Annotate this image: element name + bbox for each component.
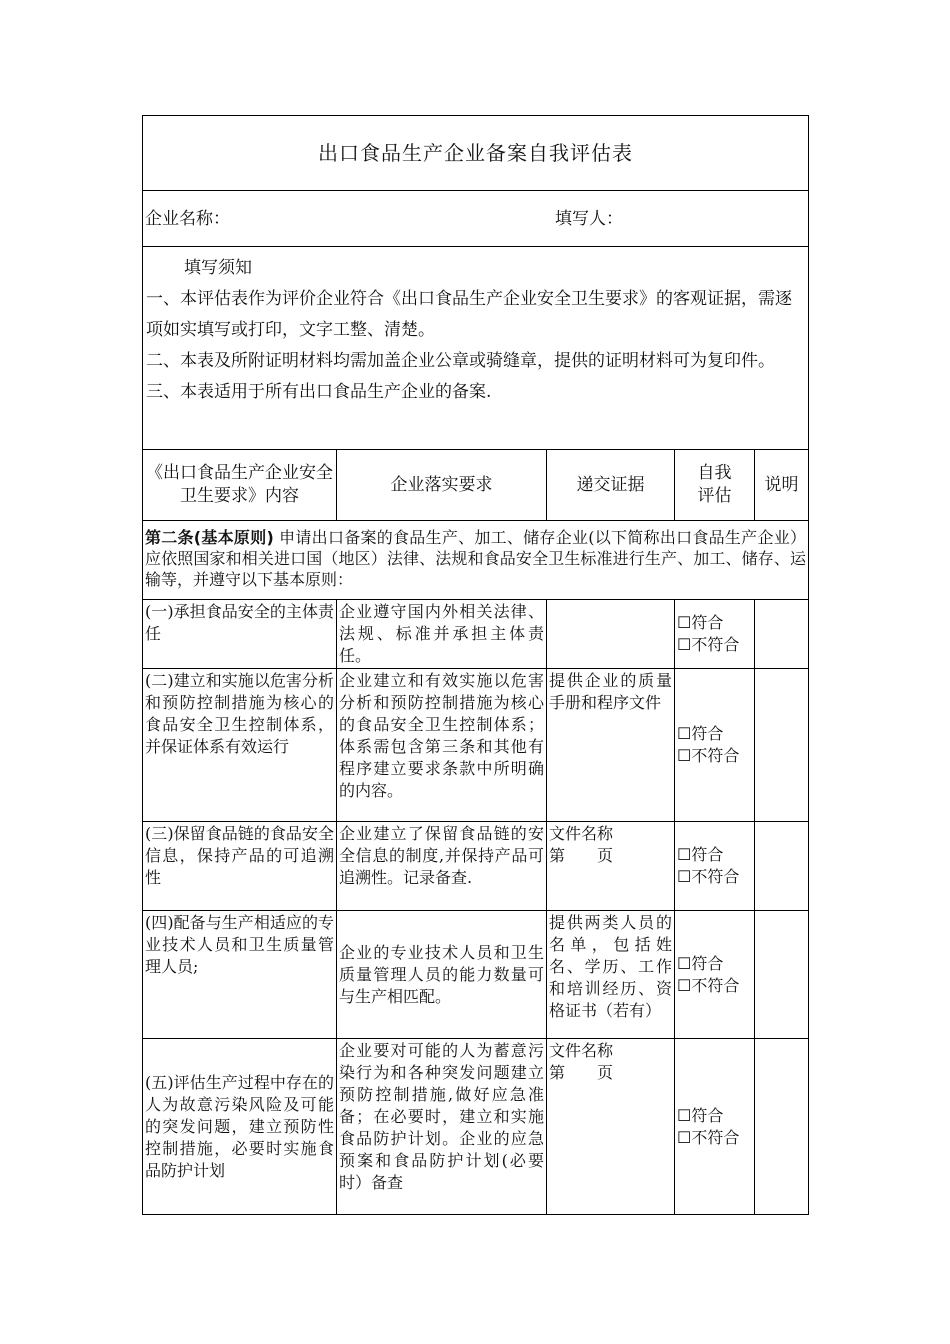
action-cell: 企业的专业技术人员和卫生质量管理人员的能力数量可与生产相匹配。 [337, 911, 547, 1039]
header-notes: 说明 [755, 450, 809, 521]
notice-item: 三、本表适用于所有出口食品生产企业的备案. [146, 382, 492, 402]
table-header-row [143, 450, 809, 521]
header-evidence: 递交证据 [547, 450, 675, 521]
evidence-cell: 提供企业的质量手册和程序文件 [547, 669, 675, 822]
notes-cell[interactable] [755, 1039, 809, 1215]
notes-cell[interactable] [755, 822, 809, 911]
filler-label: 填写人： [555, 208, 623, 229]
evidence-cell[interactable] [547, 600, 675, 669]
option-noncomply-checkbox[interactable]: ☐不符合 [677, 635, 740, 654]
self-eval-cell [675, 911, 755, 1039]
notes-cell[interactable] [755, 600, 809, 669]
assessment-table [142, 115, 809, 1215]
self-eval-cell [675, 1039, 755, 1215]
table-row [143, 822, 809, 911]
table-row [143, 600, 809, 669]
self-eval-cell [675, 822, 755, 911]
evidence-doc-name: 文件名称 [549, 1041, 614, 1060]
requirement-cell: (三)保留食品链的食品安全信息，保持产品的可追溯性 [143, 822, 337, 911]
form-title: 出口食品生产企业备案自我评估表 [143, 116, 809, 191]
option-noncomply-checkbox[interactable]: ☐不符合 [677, 975, 740, 995]
self-eval-cell [675, 669, 755, 822]
table-row [143, 669, 809, 822]
header-self-eval: 自我评估 [675, 450, 755, 521]
requirement-cell: (一)承担食品安全的主体责任 [143, 600, 337, 669]
assessment-form [142, 115, 808, 1215]
notice-item: 二、本表及所附证明材料均需加盖企业公章或骑缝章，提供的证明材料可为复印件。 [146, 351, 775, 371]
action-cell: 企业建立和有效实施以危害分析和预防控制措施为核心的食品安全卫生控制体系；体系需包含第三条和其他有程序建立要求条款中所明确的内容。 [337, 669, 547, 822]
evidence-doc-name: 文件名称 [549, 824, 614, 843]
requirement-cell: (四)配备与生产相适应的专业技术人员和卫生质量管理人员; [143, 911, 337, 1039]
option-comply-checkbox[interactable]: ☐符合 [677, 953, 724, 973]
option-comply-checkbox[interactable]: ☐符合 [677, 1105, 724, 1125]
info-row [143, 191, 809, 247]
action-cell: 企业建立了保留食品链的安全信息的制度,并保持产品可追溯性。记录备查. [337, 822, 547, 911]
evidence-cell: 提供两类人员的名单，包括姓名、学历、工作和培训经历、资格证书（若有） [547, 911, 675, 1039]
principle-row [143, 521, 809, 600]
option-noncomply-checkbox[interactable]: ☐不符合 [677, 1127, 740, 1147]
option-comply-checkbox[interactable]: ☐符合 [677, 613, 724, 632]
evidence-page: 第 页 [549, 1063, 614, 1082]
action-cell: 企业要对可能的人为蓄意污染行为和各种突发问题建立预防控制措施,做好应急准备；在必要时，建立和实施食品防护计划。企业的应急预案和食品防护计划(必要时）备查 [337, 1039, 547, 1215]
notice-section [143, 247, 809, 450]
evidence-cell [547, 822, 675, 911]
evidence-page: 第 页 [549, 846, 614, 865]
notice-item: 一、本评估表作为评价企业符合《出口食品生产企业安全卫生要求》的客观证据，需逐项如实填写或打印，文字工整、清楚。 [146, 289, 792, 340]
requirement-cell: (二)建立和实施以危害分析和预防控制措施为核心的食品安全卫生控制体系，并保证体系有效运行 [143, 669, 337, 822]
option-noncomply-checkbox[interactable]: ☐不符合 [677, 867, 740, 886]
notes-cell[interactable] [755, 911, 809, 1039]
requirement-cell: (五)评估生产过程中存在的人为故意污染风险及可能的突发问题，建立预防性控制措施，必要时实施食品防护计划 [143, 1039, 337, 1215]
header-action: 企业落实要求 [337, 450, 547, 521]
principle-title: 第二条(基本原则) [145, 528, 274, 547]
self-eval-cell [675, 600, 755, 669]
notes-cell[interactable] [755, 669, 809, 822]
option-comply-checkbox[interactable]: ☐符合 [677, 724, 724, 743]
notice-heading: 填写须知 [184, 258, 252, 278]
company-name-label: 企业名称： [145, 208, 230, 229]
option-comply-checkbox[interactable]: ☐符合 [677, 845, 724, 864]
table-row [143, 1039, 809, 1215]
action-cell: 企业遵守国内外相关法律、法规、标准并承担主体责任。 [337, 600, 547, 669]
table-row [143, 911, 809, 1039]
evidence-cell [547, 1039, 675, 1215]
header-requirement: 《出口食品生产企业安全卫生要求》内容 [143, 450, 337, 521]
principle-text: 申请出口备案的食品生产、加工、储存企业(以下简称出口食品生产企业）应依照国家和相关进口国（地区）法律、法规和食品安全卫生标准进行生产、加工、储存、运输等，并遵守以下基本原则： [145, 528, 806, 589]
option-noncomply-checkbox[interactable]: ☐不符合 [677, 746, 740, 765]
